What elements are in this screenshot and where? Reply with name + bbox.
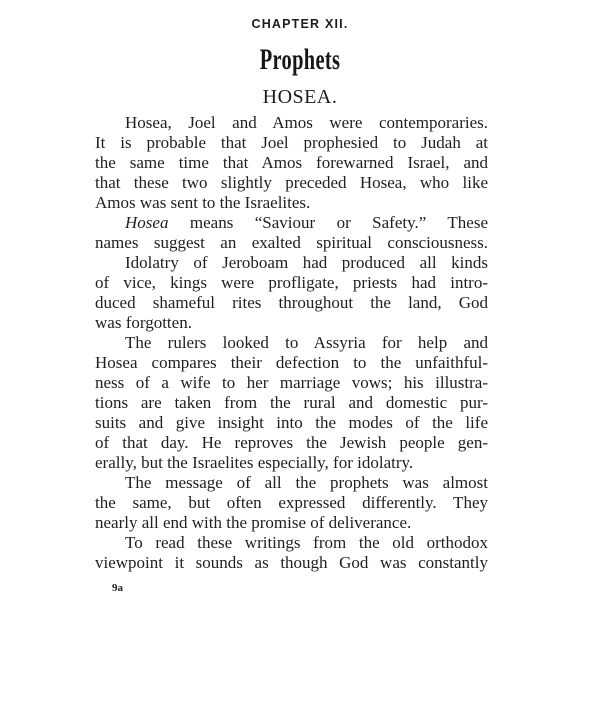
chapter-heading: CHAPTER XII. (251, 17, 349, 31)
paragraph (95, 533, 488, 573)
text-line: Idolatry of Jeroboam had produced all kinds (125, 253, 488, 272)
text-line: Hosea compares their defection to the unfaithful- (95, 353, 488, 372)
text-line: the same time that Amos forewarned Israel, and (95, 153, 488, 172)
text-line: viewpoint it sounds as though God was constantly (95, 553, 488, 572)
paragraph (95, 473, 488, 533)
text-line: nearly all end with the promise of deliverance. (95, 513, 412, 532)
text-line: names suggest an exalted spiritual consciousness. (95, 233, 488, 252)
text-line: of that day. He reproves the Jewish people gen- (95, 433, 488, 452)
page-title: Prophets (259, 43, 341, 76)
text-line: erally, but the Israelites especially, for idolatry. (95, 453, 414, 472)
text-line: To read these writings from the old orthodox (125, 533, 488, 552)
text-line: ness of a wife to her marriage vows; his illustra- (95, 373, 488, 392)
paragraph (95, 253, 488, 333)
signature-mark: 9a (112, 582, 123, 594)
text-line: of vice, kings were profligate, priests had intro- (95, 273, 488, 292)
text-line: Hosea, Joel and Amos were contemporaries. (125, 113, 488, 132)
text-line: tions are taken from the rural and domestic pur- (95, 393, 488, 412)
paragraph (95, 113, 488, 213)
text-line: duced shameful rites throughout the land, God (95, 293, 488, 312)
text-line: suits and give insight into the modes of the life (95, 413, 488, 432)
section-heading: HOSEA. (262, 86, 338, 108)
text-line: Hosea means “Saviour or Safety.” These (125, 213, 488, 232)
text-line: It is probable that Joel prophesied to Judah at (95, 133, 488, 152)
text-line: was forgotten. (95, 313, 192, 332)
paragraph (95, 213, 488, 253)
body-text (95, 113, 488, 573)
italic-word: Hosea (125, 213, 169, 232)
text-line: the same, but often expressed differently. They (95, 493, 488, 512)
text-line: The rulers looked to Assyria for help and (125, 333, 488, 352)
text-line: that these two slightly preceded Hosea, who like (95, 173, 488, 192)
text-line: Amos was sent to the Israelites. (95, 193, 311, 212)
text-line: The message of all the prophets was almost (125, 473, 488, 492)
paragraph (95, 333, 488, 473)
